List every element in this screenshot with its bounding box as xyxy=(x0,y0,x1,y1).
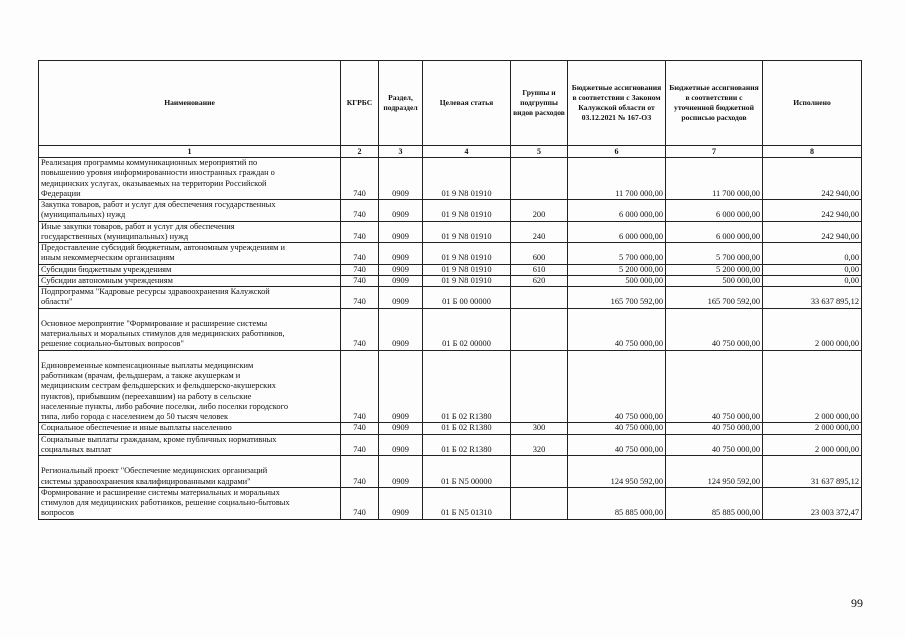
row-group xyxy=(511,308,568,350)
col-number: 7 xyxy=(666,146,763,158)
row-executed-amount: 0,00 xyxy=(763,264,862,275)
row-kgrbs: 740 xyxy=(341,423,379,434)
row-name: Субсидии бюджетным учреждениям xyxy=(39,264,341,275)
row-executed-amount: 31 637 895,12 xyxy=(763,456,862,488)
table-row xyxy=(39,221,862,243)
row-kgrbs: 740 xyxy=(341,264,379,275)
row-target: 01 9 N8 01910 xyxy=(423,243,511,265)
table-row xyxy=(39,158,862,200)
row-target: 01 9 N8 01910 xyxy=(423,200,511,222)
header-name: Наименование xyxy=(39,61,341,146)
row-target: 01 9 N8 01910 xyxy=(423,275,511,286)
col-number: 1 xyxy=(39,146,341,158)
row-name: Формирование и расширение системы материальных и моральных стимулов для медицинских работников, решение социально-бытовых вопросов xyxy=(39,487,341,519)
row-section: 0909 xyxy=(379,275,423,286)
row-group: 300 xyxy=(511,423,568,434)
row-section: 0909 xyxy=(379,308,423,350)
row-name: Субсидии автономным учреждениям xyxy=(39,275,341,286)
row-executed-amount: 2 000 000,00 xyxy=(763,423,862,434)
table-row xyxy=(39,264,862,275)
row-refined-amount: 11 700 000,00 xyxy=(666,158,763,200)
row-law-amount: 6 000 000,00 xyxy=(568,200,666,222)
row-section: 0909 xyxy=(379,456,423,488)
col-number: 6 xyxy=(568,146,666,158)
row-kgrbs: 740 xyxy=(341,456,379,488)
row-group: 610 xyxy=(511,264,568,275)
row-target: 01 Б N5 01310 xyxy=(423,487,511,519)
row-name: Единовременные компенсационные выплаты медицинским работникам (врачам, фельдшерам, а также акушеркам и медицинским сестрам фельдшерских и фельдшерско-акушерских пунктов), прибывшим (переехавшим) на работу в сельские населенные пункты, либо рабочие поселки, либо поселки городского типа, либо города с населением до 50 тысяч человек xyxy=(39,350,341,423)
row-target: 01 Б 02 R1380 xyxy=(423,434,511,456)
row-refined-amount: 6 000 000,00 xyxy=(666,221,763,243)
row-target: 01 Б 02 R1380 xyxy=(423,423,511,434)
table-header-row xyxy=(39,61,862,146)
row-target: 01 Б N5 00000 xyxy=(423,456,511,488)
row-law-amount: 85 885 000,00 xyxy=(568,487,666,519)
row-section: 0909 xyxy=(379,221,423,243)
row-law-amount: 40 750 000,00 xyxy=(568,308,666,350)
row-law-amount: 40 750 000,00 xyxy=(568,434,666,456)
row-name: Социальные выплаты гражданам, кроме публичных нормативных социальных выплат xyxy=(39,434,341,456)
header-executed: Исполнено xyxy=(763,61,862,146)
row-group: 620 xyxy=(511,275,568,286)
row-kgrbs: 740 xyxy=(341,287,379,309)
row-target: 01 Б 02 R1380 xyxy=(423,350,511,423)
header-refined: Бюджетные ассигнования в соответствии с уточненной бюджетной росписью расходов xyxy=(666,61,763,146)
row-refined-amount: 500 000,00 xyxy=(666,275,763,286)
row-law-amount: 6 000 000,00 xyxy=(568,221,666,243)
row-executed-amount: 242 940,00 xyxy=(763,221,862,243)
row-kgrbs: 740 xyxy=(341,350,379,423)
row-law-amount: 40 750 000,00 xyxy=(568,350,666,423)
row-target: 01 Б 02 00000 xyxy=(423,308,511,350)
row-target: 01 9 N8 01910 xyxy=(423,221,511,243)
row-executed-amount: 0,00 xyxy=(763,275,862,286)
header-target: Целевая статья xyxy=(423,61,511,146)
budget-table xyxy=(38,60,862,520)
col-number: 4 xyxy=(423,146,511,158)
row-law-amount: 500 000,00 xyxy=(568,275,666,286)
row-name: Закупка товаров, работ и услуг для обеспечения государственных (муниципальных) нужд xyxy=(39,200,341,222)
row-section: 0909 xyxy=(379,243,423,265)
row-name: Подпрограмма "Кадровые ресурсы здравоохранения Калужской области" xyxy=(39,287,341,309)
row-group: 600 xyxy=(511,243,568,265)
row-refined-amount: 40 750 000,00 xyxy=(666,423,763,434)
row-name: Социальное обеспечение и иные выплаты населению xyxy=(39,423,341,434)
row-executed-amount: 2 000 000,00 xyxy=(763,308,862,350)
row-section: 0909 xyxy=(379,200,423,222)
row-section: 0909 xyxy=(379,158,423,200)
table-row xyxy=(39,423,862,434)
row-refined-amount: 5 200 000,00 xyxy=(666,264,763,275)
row-group xyxy=(511,456,568,488)
row-group xyxy=(511,287,568,309)
row-target: 01 9 N8 01910 xyxy=(423,264,511,275)
table-row xyxy=(39,487,862,519)
header-kgrbs: КГРБС xyxy=(341,61,379,146)
row-group: 200 xyxy=(511,200,568,222)
row-refined-amount: 165 700 592,00 xyxy=(666,287,763,309)
row-section: 0909 xyxy=(379,287,423,309)
row-refined-amount: 5 700 000,00 xyxy=(666,243,763,265)
row-law-amount: 40 750 000,00 xyxy=(568,423,666,434)
row-law-amount: 124 950 592,00 xyxy=(568,456,666,488)
row-executed-amount: 242 940,00 xyxy=(763,158,862,200)
table-body xyxy=(39,158,862,520)
row-refined-amount: 124 950 592,00 xyxy=(666,456,763,488)
row-name: Иные закупки товаров, работ и услуг для обеспечения государственных (муниципальных) нужд xyxy=(39,221,341,243)
row-executed-amount: 242 940,00 xyxy=(763,200,862,222)
row-name: Предоставление субсидий бюджетным, автономным учреждениям и иным некоммерческим организациям xyxy=(39,243,341,265)
row-law-amount: 5 700 000,00 xyxy=(568,243,666,265)
row-executed-amount: 0,00 xyxy=(763,243,862,265)
row-kgrbs: 740 xyxy=(341,308,379,350)
col-number: 2 xyxy=(341,146,379,158)
row-section: 0909 xyxy=(379,423,423,434)
row-refined-amount: 40 750 000,00 xyxy=(666,434,763,456)
column-number-row xyxy=(39,146,862,158)
row-executed-amount: 2 000 000,00 xyxy=(763,350,862,423)
table-row xyxy=(39,275,862,286)
col-number: 3 xyxy=(379,146,423,158)
page-number: 99 xyxy=(851,596,863,610)
header-law: Бюджетные ассигнования в соответствии с Законом Калужской области от 03.12.2021 № 167-ОЗ xyxy=(568,61,666,146)
row-kgrbs: 740 xyxy=(341,200,379,222)
row-kgrbs: 740 xyxy=(341,221,379,243)
row-group: 240 xyxy=(511,221,568,243)
row-section: 0909 xyxy=(379,487,423,519)
row-section: 0909 xyxy=(379,434,423,456)
col-number: 8 xyxy=(763,146,862,158)
row-name: Региональный проект "Обеспечение медицинских организаций системы здравоохранения квалифицированными кадрами" xyxy=(39,456,341,488)
col-number: 5 xyxy=(511,146,568,158)
row-executed-amount: 2 000 000,00 xyxy=(763,434,862,456)
table-row xyxy=(39,434,862,456)
row-name: Реализация программы коммуникационных мероприятий по повышению уровня информированности иностранных граждан о медицинских услугах, оказываемых на территории Российской Федерации xyxy=(39,158,341,200)
row-section: 0909 xyxy=(379,350,423,423)
row-executed-amount: 33 637 895,12 xyxy=(763,287,862,309)
table-row xyxy=(39,287,862,309)
row-group xyxy=(511,158,568,200)
table-row xyxy=(39,243,862,265)
row-law-amount: 5 200 000,00 xyxy=(568,264,666,275)
table-row xyxy=(39,456,862,488)
row-group xyxy=(511,487,568,519)
row-kgrbs: 740 xyxy=(341,243,379,265)
row-kgrbs: 740 xyxy=(341,158,379,200)
header-group: Группы и подгруппы видов расходов xyxy=(511,61,568,146)
row-refined-amount: 40 750 000,00 xyxy=(666,308,763,350)
table-row xyxy=(39,308,862,350)
row-kgrbs: 740 xyxy=(341,434,379,456)
header-section: Раздел, подраздел xyxy=(379,61,423,146)
row-kgrbs: 740 xyxy=(341,275,379,286)
table-row xyxy=(39,200,862,222)
row-law-amount: 165 700 592,00 xyxy=(568,287,666,309)
row-target: 01 Б 00 00000 xyxy=(423,287,511,309)
row-name: Основное мероприятие "Формирование и расширение системы материальных и моральных стимулов для медицинских работников, решение социально-бытовых вопросов" xyxy=(39,308,341,350)
row-refined-amount: 40 750 000,00 xyxy=(666,350,763,423)
row-law-amount: 11 700 000,00 xyxy=(568,158,666,200)
row-group xyxy=(511,350,568,423)
table-row xyxy=(39,350,862,423)
row-refined-amount: 6 000 000,00 xyxy=(666,200,763,222)
row-refined-amount: 85 885 000,00 xyxy=(666,487,763,519)
row-group: 320 xyxy=(511,434,568,456)
row-section: 0909 xyxy=(379,264,423,275)
row-executed-amount: 23 003 372,47 xyxy=(763,487,862,519)
row-kgrbs: 740 xyxy=(341,487,379,519)
row-target: 01 9 N8 01910 xyxy=(423,158,511,200)
